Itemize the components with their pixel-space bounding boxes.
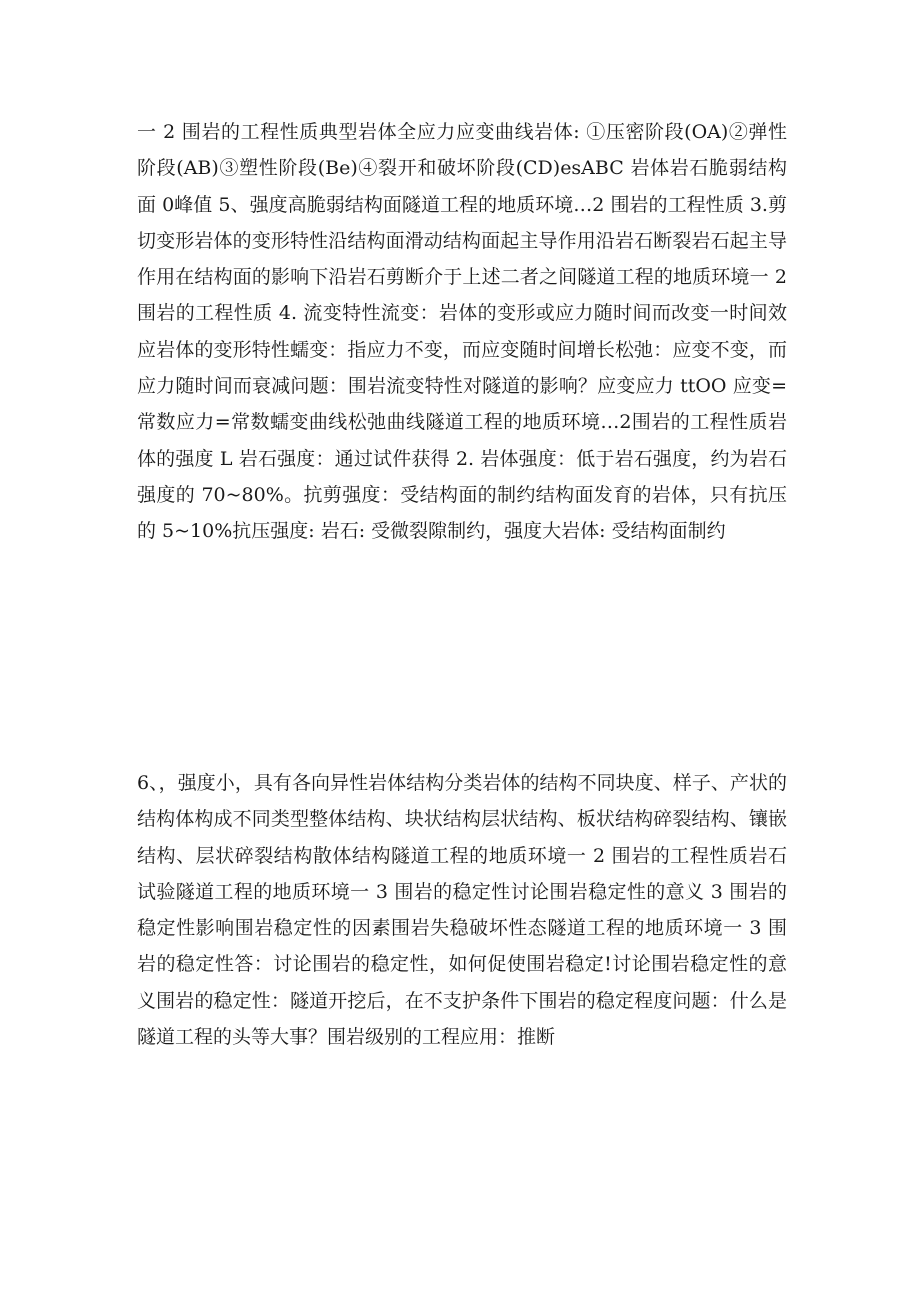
paragraph-2: 6、，强度小，具有各向异性岩体结构分类岩体的结构不同块度、样子、产状的结构体构成不同类型整体结构、块状结构层状结构、板状结构碎裂结构、镶嵌结构、层状碎裂结构散体结构隧道工程的地质环境一 2 围岩的工程性质岩石试验隧道工程的地质环境一 3 围岩的稳定性讨论围岩稳定性的意义 3 围岩的稳定性影响围岩稳定性的因素围岩失稳破坏性态隧道工程的地质环境一 3 围岩的稳定性答：讨论围岩的稳定性，如何促使围岩稳定!讨论围岩稳定性的意义围岩的稳定性：隧道开挖后，在不支护条件下围岩的稳定程度问题：什么是隧道工程的头等大事？围岩级别的工程应用：推断: [137, 772, 787, 1049]
paragraph-1: 一 2 围岩的工程性质典型岩体全应力应变曲线岩体: ①压密阶段(OA)②弹性阶段(AB)③塑性阶段(Be)④裂开和破坏阶段(CD)esABC 岩体岩石脆弱结构面 0峰值 5、强度高脆弱结构面隧道工程的地质环境…2 围岩的工程性质 3.剪切变形岩体的变形特性沿结构面滑动结构面起主导作用沿岩石断裂岩石起主导作用在结构面的影响下沿岩石剪断介于上述二者之间隧道工程的地质环境一 2 围岩的工程性质 4. 流变特性流变：岩体的变形或应力随时间而改变一时间效应岩体的变形特性蠕变：指应力不变，而应变随时间增长松弛：应变不变，而应力随时间而衰减问题：围岩流变特性对隧道的影响？应变应力 ttOO 应变=常数应力=常数蠕变曲线松弛曲线隧道工程的地质环境…2围岩的工程性质岩体的强度 L 岩石强度：通过试件获得 2. 岩体强度：低于岩石强度，约为岩石强度的 70~80%。抗剪强度：受结构面的制约结构面发育的岩体，只有抗压的 5~10%抗压强度: 岩石: 受微裂隙制约，强度大岩体: 受结构面制约: [137, 121, 787, 543]
